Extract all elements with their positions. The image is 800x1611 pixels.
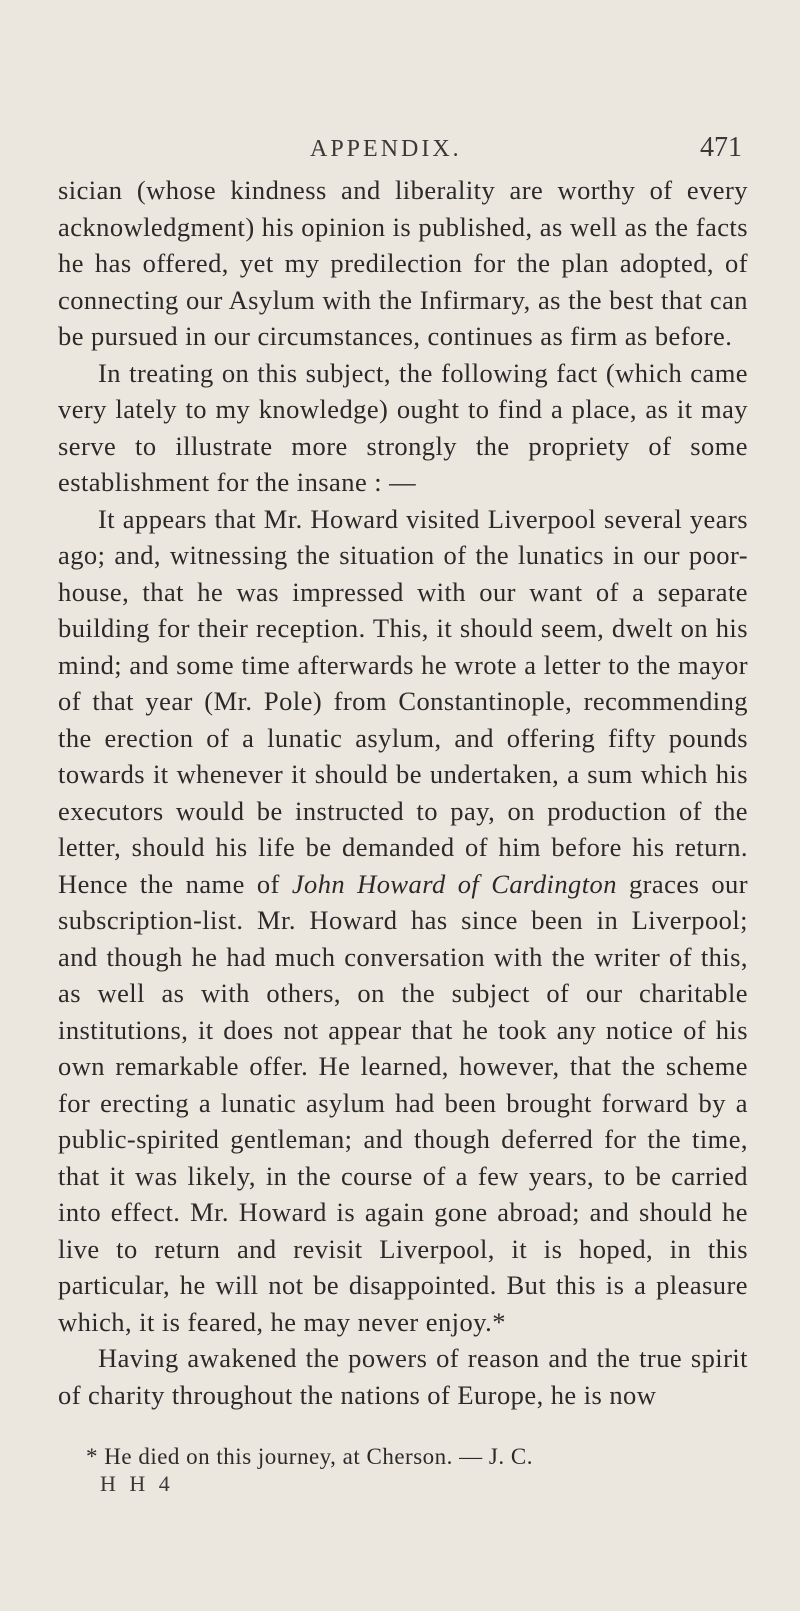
- page-number: 471: [700, 132, 742, 163]
- running-header: [58, 128, 748, 188]
- italic-name: John Howard of Cardington: [291, 868, 617, 899]
- paragraph: sician (whose kindness and liberality are worthy of every acknowledgment) his opinion is published, as well as the facts he has offered, yet my predilection for the plan adopted, of connecting our Asylum with the Infirmary, as the best that can be pursued in our circumstances, continues as firm as before.: [58, 175, 748, 351]
- paragraph: In treating on this subject, the following fact (which came very lately to my knowledge) ought to find a place, as it may serve to illustrate more strongly the propriety of some establishment for the insane : —: [58, 357, 748, 497]
- running-title: APPENDIX.: [310, 136, 462, 162]
- paragraph: [58, 501, 748, 1341]
- paragraph: Having awakened the powers of reason and the true spirit of charity throughout the nations of Europe, he is now: [58, 1343, 748, 1410]
- book-page: [0, 128, 800, 1611]
- footnote: * He died on this journey, at Cherson. — J. C.: [86, 1444, 533, 1469]
- paragraph-text: graces our subscription-list. Mr. Howard has since been in Liverpool; and though he had much conversation with the writer of this, as well as with others, on the subject of our charitable institutions, it does not appear that he took any notice of his own remarkable offer. He learned, however, that the scheme for erecting a lunatic asylum had been brought forward by a public-spirited gentleman; and though deferred for the time, that it was likely, in the course of a few years, to be carried into effect. Mr. Howard is again gone abroad; and should he live to return and revisit Liverpool, it is hoped, in this particular, he will not be disappointed. But this is a pleasure which, it is feared, he may never enjoy.*: [58, 868, 748, 1337]
- signature-mark: H H 4: [100, 1471, 174, 1496]
- body-text: [58, 172, 748, 1413]
- paragraph-text: It appears that Mr. Howard visited Liverpool several years ago; and, witnessing the situation of the lunatics in our poor-house, that he was impressed with our want of a separate building for their reception. This, it should seem, dwelt on his mind; and some time afterwards he wrote a letter to the mayor of that year (Mr. Pole) from Constantinople, recommending the erection of a lunatic asylum, and offering fifty pounds towards it whenever it should be undertaken, a sum which his executors would be instructed to pay, on production of the letter, should his life be demanded of him before his return. Hence the name of: [58, 503, 748, 899]
